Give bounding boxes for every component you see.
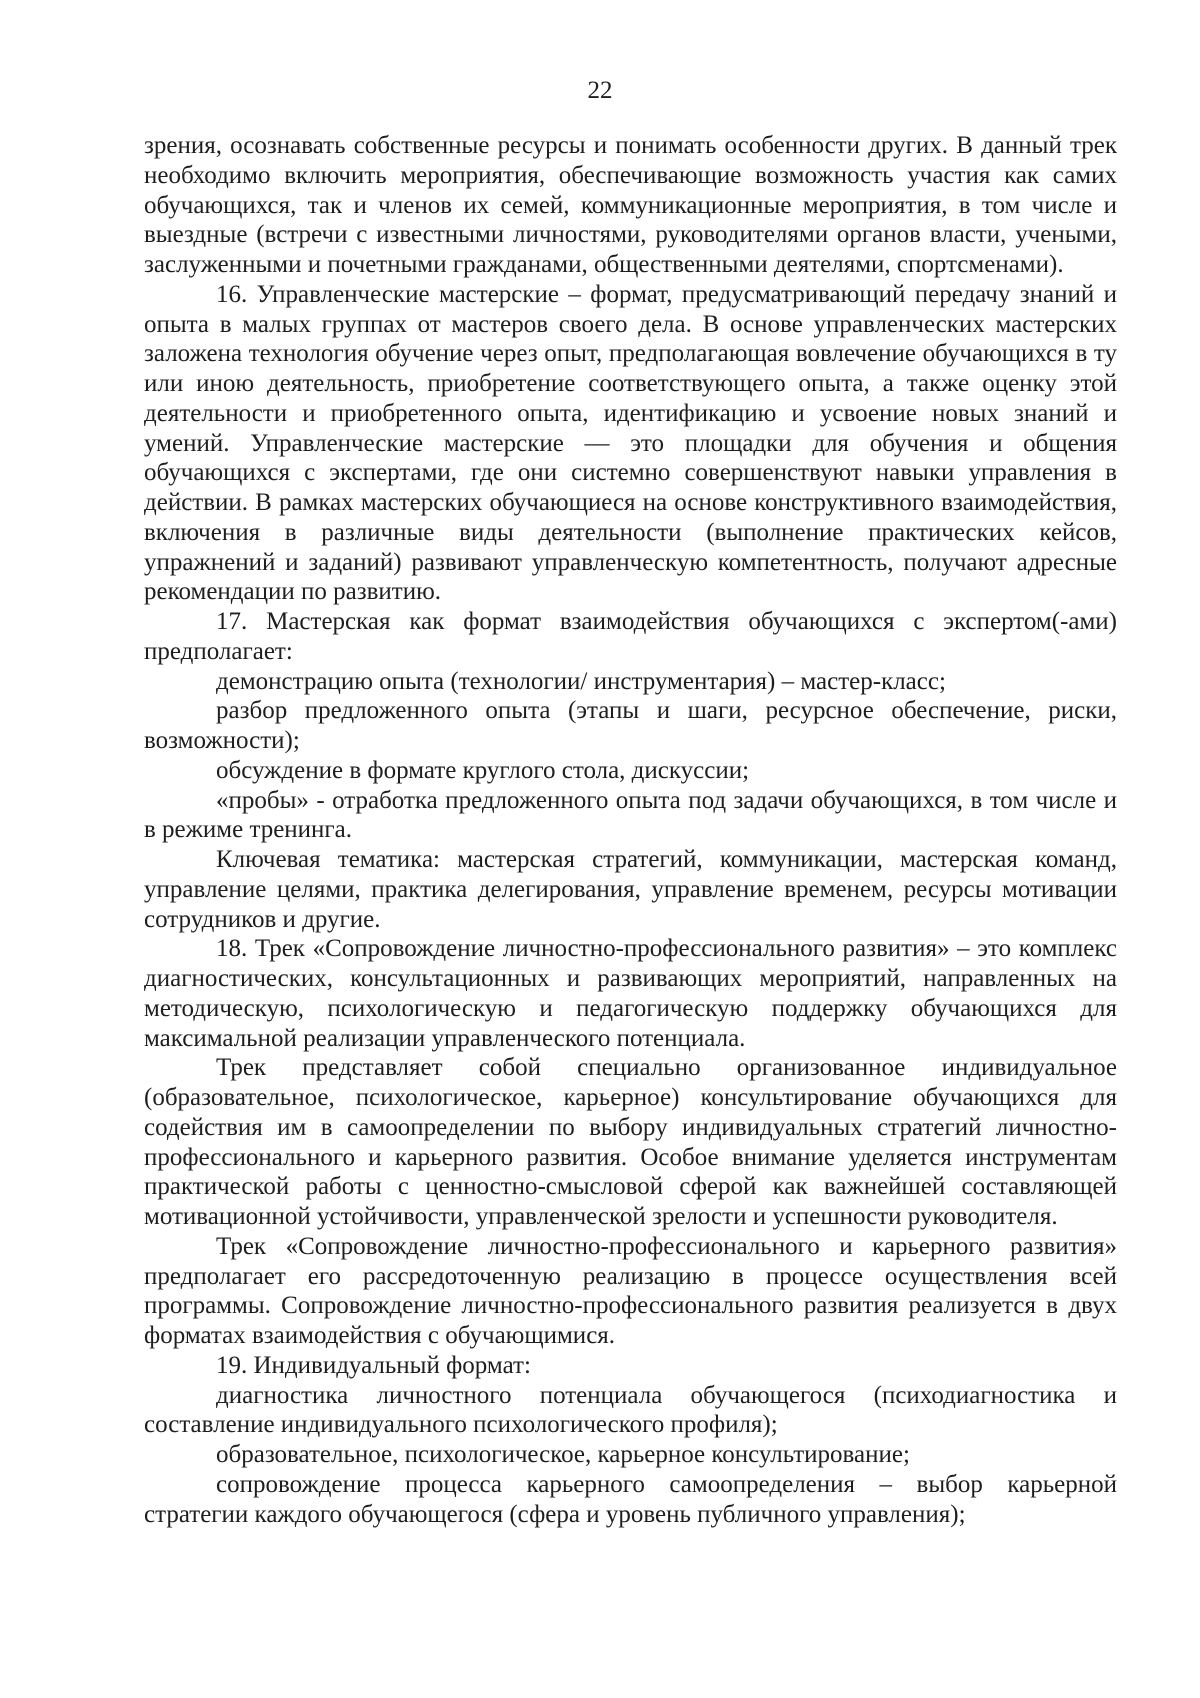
list-item-diagnostics: диагностика личностного потенциала обучающегося (психодиагностика и составление индивидуального психологического профиля); [144, 1381, 1117, 1439]
page-number: 22 [587, 77, 613, 104]
list-item-analysis: разбор предложенного опыта (этапы и шаги, ресурсное обеспечение, риски, возможности); [144, 697, 1117, 754]
paragraph-key-topics: Ключевая тематика: мастерская стратегий, коммуникации, мастерская команд, управление целями, практика делегирования, управление временем, ресурсы мотивации сотрудников и другие. [144, 846, 1117, 933]
list-item-counseling: образовательное, психологическое, карьерное консультирование; [216, 1441, 910, 1468]
paragraph-continuation: зрения, осознавать собственные ресурсы и понимать особенности других. В данный трек необходимо включить мероприятия, обеспечивающие возможность участия как самих обучающихся, так и членов их семей, коммуникационные мероприятия, в том числе и выездные (встречи с известными личностями, руководителями органов власти, учеными, заслуженными и почетными гражданами, общественными деятелями, спортсменами). [144, 132, 1117, 278]
paragraph-19-individual-format: 19. Индивидуальный формат: [216, 1351, 531, 1379]
paragraph-16-management-workshops: 16. Управленческие мастерские – формат, предусматривающий передачу знаний и опыта в малых группах от мастеров своего дела. В основе управленческих мастерских заложена технология обучение через опыт, предполагающая вовлечение обучающихся в ту или иною деятельность, приобретение соответствующего опыта, а также оценку этой деятельности и приобретенного опыта, идентификацию и усвоение новых знаний и умений. Управленческие мастерские — это площадки для обучения и общения обучающихся с экспертами, где они системно совершенствуют навыки управления в действии. В рамках мастерских обучающиеся на основе конструктивного взаимодействия, включения в различные виды деятельности (выполнение практических кейсов, упражнений и заданий) развивают управленческую компетентность, получают адресные рекомендации по развитию. [144, 280, 1117, 606]
paragraph-track-implementation: Трек «Сопровождение личностно-профессионального и карьерного развития» предполагает его рассредоточенную реализацию в процессе осуществления всей программы. Сопровождение личностно-профессионального развития реализуется в двух форматах взаимодействия с обучающимися. [144, 1232, 1117, 1349]
paragraph-18-support-track: 18. Трек «Сопровождение личностно-профессионального развития» – это комплекс диагностических, консультационных и развивающих мероприятий, направленных на методическую, психологическую и педагогическую поддержку обучающихся для максимальной реализации управленческого потенциала. [144, 935, 1117, 1052]
list-item-demonstration: демонстрацию опыта (технологии/ инструментария) – мастер-класс; [216, 667, 946, 695]
list-item-discussion: обсуждение в формате круглого стола, дискуссии; [216, 756, 750, 784]
paragraph-track-description: Трек представляет собой специально организованное индивидуальное (образовательное, психологическое, карьерное) консультирование обучающихся для содействия им в самоопределении по выбору индивидуальных стратегий личностно-профессионального и карьерного развития. Особое внимание уделяется инструментам практической работы с ценностно-смысловой сферой как важнейшей составляющей мотивационной устойчивости, управленческой зрелости и успешности руководителя. [144, 1054, 1117, 1230]
list-item-trials: «пробы» - отработка предложенного опыта под задачи обучающихся, в том числе и в режиме тренинга. [144, 786, 1117, 844]
body-text [144, 131, 1117, 1529]
paragraph-17-workshop-format: 17. Мастерская как формат взаимодействия обучающихся с экспертом(-ами) предполагает: [144, 608, 1117, 665]
list-item-career-support: сопровождение процесса карьерного самоопределения – выбор карьерной стратегии каждого обучающегося (сфера и уровень публичного управления); [144, 1470, 1117, 1528]
